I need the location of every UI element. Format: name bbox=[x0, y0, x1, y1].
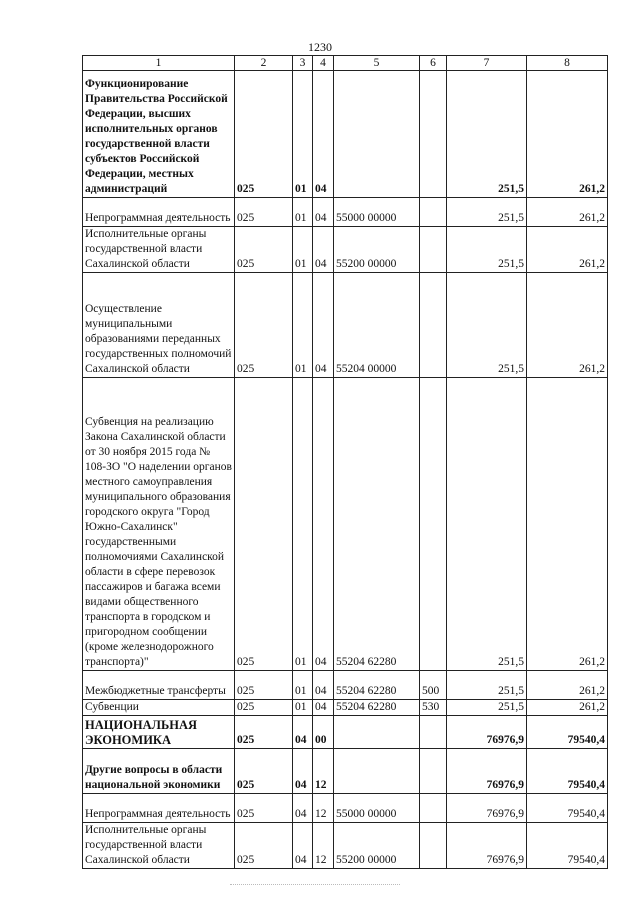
cell-amount-year-2: 261,2 bbox=[527, 700, 608, 716]
row-name: Межбюджетные трансферты bbox=[83, 671, 235, 700]
row-name: Другие вопросы в области национальной экономики bbox=[83, 749, 235, 794]
column-header: 3 bbox=[293, 56, 313, 71]
row-name: Непрограммная деятельность bbox=[83, 198, 235, 227]
cell-amount-year-2: 261,2 bbox=[527, 378, 608, 671]
cell-ministry-code: 025 bbox=[235, 198, 293, 227]
column-header: 2 bbox=[235, 56, 293, 71]
cell-amount-year-1: 76976,9 bbox=[447, 716, 527, 749]
cell-ministry-code: 025 bbox=[235, 700, 293, 716]
cell-amount-year-2: 261,2 bbox=[527, 671, 608, 700]
cell-subsection: 04 bbox=[313, 227, 334, 273]
table-row bbox=[83, 71, 608, 198]
table-row bbox=[83, 823, 608, 869]
table-row bbox=[83, 671, 608, 700]
cell-ministry-code: 025 bbox=[235, 671, 293, 700]
cell-subsection: 04 bbox=[313, 71, 334, 198]
cell-subsection: 04 bbox=[313, 378, 334, 671]
cell-amount-year-2: 261,2 bbox=[527, 273, 608, 378]
cell-target-article bbox=[334, 71, 420, 198]
row-name: Осуществление муниципальными образованиями переданных государственных полномочий Сахалинской области bbox=[83, 273, 235, 378]
table-row bbox=[83, 378, 608, 671]
cell-subsection: 04 bbox=[313, 671, 334, 700]
header-row bbox=[83, 56, 608, 71]
cell-target-article: 55204 62280 bbox=[334, 671, 420, 700]
cell-expense-type bbox=[420, 273, 447, 378]
cell-expense-type bbox=[420, 378, 447, 671]
cell-section: 01 bbox=[293, 227, 313, 273]
cell-expense-type bbox=[420, 716, 447, 749]
cell-subsection: 04 bbox=[313, 700, 334, 716]
cell-target-article: 55200 00000 bbox=[334, 227, 420, 273]
cell-section: 01 bbox=[293, 700, 313, 716]
table-row bbox=[83, 749, 608, 794]
column-header: 7 bbox=[447, 56, 527, 71]
cell-amount-year-2: 79540,4 bbox=[527, 749, 608, 794]
budget-table bbox=[82, 55, 608, 869]
page-number: 1230 bbox=[308, 40, 332, 54]
cell-ministry-code: 025 bbox=[235, 227, 293, 273]
cell-section: 01 bbox=[293, 198, 313, 227]
cell-section: 01 bbox=[293, 273, 313, 378]
cell-amount-year-2: 261,2 bbox=[527, 71, 608, 198]
cell-expense-type bbox=[420, 227, 447, 273]
cell-amount-year-1: 251,5 bbox=[447, 198, 527, 227]
cell-section: 01 bbox=[293, 671, 313, 700]
cell-target-article: 55000 00000 bbox=[334, 794, 420, 823]
column-header: 5 bbox=[334, 56, 420, 71]
cell-subsection: 00 bbox=[313, 716, 334, 749]
cell-amount-year-2: 79540,4 bbox=[527, 716, 608, 749]
cell-section: 04 bbox=[293, 823, 313, 869]
cell-amount-year-1: 251,5 bbox=[447, 700, 527, 716]
row-name: Исполнительные органы государственной власти Сахалинской области bbox=[83, 227, 235, 273]
cell-amount-year-1: 251,5 bbox=[447, 671, 527, 700]
column-header: 1 bbox=[83, 56, 235, 71]
cell-subsection: 04 bbox=[313, 198, 334, 227]
cell-amount-year-1: 251,5 bbox=[447, 227, 527, 273]
cell-expense-type: 530 bbox=[420, 700, 447, 716]
cell-target-article: 55200 00000 bbox=[334, 823, 420, 869]
cell-ministry-code: 025 bbox=[235, 378, 293, 671]
column-header: 4 bbox=[313, 56, 334, 71]
cell-amount-year-1: 251,5 bbox=[447, 378, 527, 671]
cell-expense-type: 500 bbox=[420, 671, 447, 700]
cell-subsection: 12 bbox=[313, 749, 334, 794]
cell-amount-year-2: 79540,4 bbox=[527, 794, 608, 823]
cell-amount-year-1: 76976,9 bbox=[447, 823, 527, 869]
row-name: Субвенции bbox=[83, 700, 235, 716]
row-name: Исполнительные органы государственной власти Сахалинской области bbox=[83, 823, 235, 869]
cell-amount-year-2: 79540,4 bbox=[527, 823, 608, 869]
table-row bbox=[83, 700, 608, 716]
cell-subsection: 04 bbox=[313, 273, 334, 378]
cell-amount-year-1: 76976,9 bbox=[447, 749, 527, 794]
cell-target-article bbox=[334, 716, 420, 749]
cell-subsection: 12 bbox=[313, 823, 334, 869]
cell-target-article bbox=[334, 749, 420, 794]
cell-amount-year-2: 261,2 bbox=[527, 198, 608, 227]
table-row bbox=[83, 198, 608, 227]
cell-ministry-code: 025 bbox=[235, 273, 293, 378]
cell-section: 04 bbox=[293, 716, 313, 749]
cell-section: 01 bbox=[293, 378, 313, 671]
cell-target-article: 55204 62280 bbox=[334, 378, 420, 671]
cell-section: 04 bbox=[293, 749, 313, 794]
cell-expense-type bbox=[420, 749, 447, 794]
cell-ministry-code: 025 bbox=[235, 794, 293, 823]
column-header: 8 bbox=[527, 56, 608, 71]
cell-expense-type bbox=[420, 794, 447, 823]
cell-amount-year-2: 261,2 bbox=[527, 227, 608, 273]
row-name: Субвенция на реализацию Закона Сахалинской области от 30 ноября 2015 года № 108-ЗО "О наделении органов местного самоуправления муниципального образования городского округа "Город Южно-Сахалинск" государственными полномочиями Сахалинской области в сфере перевозок пассажиров и багажа всеми видами общественного транспорта в городском и пригородном сообщении (кроме железнодорожного транспорта)" bbox=[83, 378, 235, 671]
scan-artifact bbox=[230, 884, 400, 888]
cell-section: 04 bbox=[293, 794, 313, 823]
row-name: НАЦИОНАЛЬНАЯ ЭКОНОМИКА bbox=[83, 716, 235, 749]
cell-amount-year-1: 76976,9 bbox=[447, 794, 527, 823]
column-header: 6 bbox=[420, 56, 447, 71]
cell-expense-type bbox=[420, 71, 447, 198]
cell-amount-year-1: 251,5 bbox=[447, 273, 527, 378]
row-name: Функционирование Правительства Российской Федерации, высших исполнительных органов государственной власти субъектов Российской Федерации, местных администраций bbox=[83, 71, 235, 198]
table-row bbox=[83, 227, 608, 273]
table-row bbox=[83, 716, 608, 749]
cell-ministry-code: 025 bbox=[235, 749, 293, 794]
cell-ministry-code: 025 bbox=[235, 71, 293, 198]
cell-subsection: 12 bbox=[313, 794, 334, 823]
cell-expense-type bbox=[420, 823, 447, 869]
cell-ministry-code: 025 bbox=[235, 823, 293, 869]
cell-ministry-code: 025 bbox=[235, 716, 293, 749]
cell-target-article: 55204 00000 bbox=[334, 273, 420, 378]
row-name: Непрограммная деятельность bbox=[83, 794, 235, 823]
table-row bbox=[83, 794, 608, 823]
cell-target-article: 55204 62280 bbox=[334, 700, 420, 716]
cell-amount-year-1: 251,5 bbox=[447, 71, 527, 198]
cell-target-article: 55000 00000 bbox=[334, 198, 420, 227]
table-row bbox=[83, 273, 608, 378]
cell-expense-type bbox=[420, 198, 447, 227]
cell-section: 01 bbox=[293, 71, 313, 198]
